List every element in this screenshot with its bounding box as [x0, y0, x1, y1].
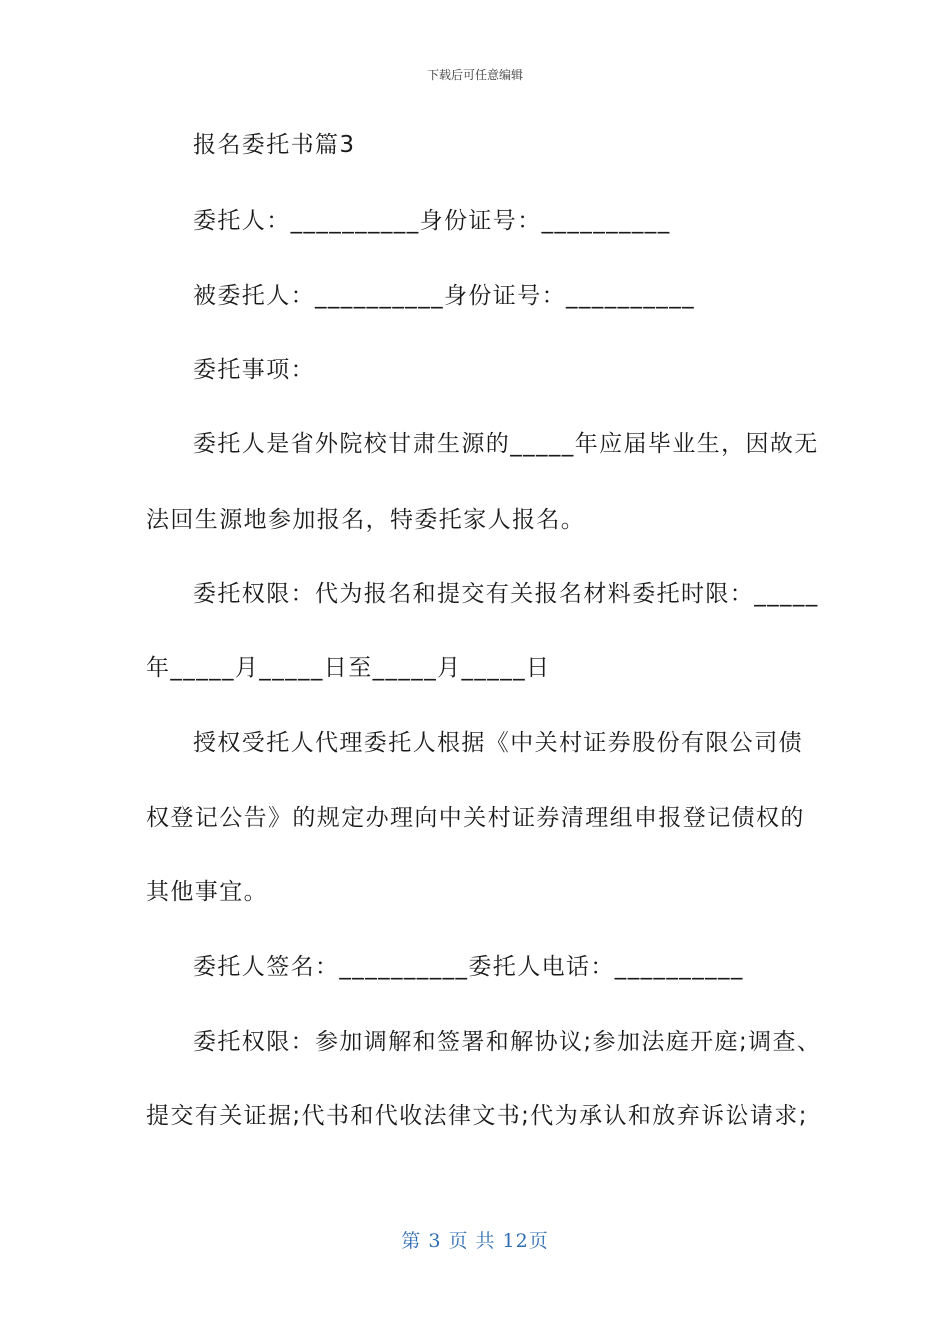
document-line: 其他事宜。: [146, 879, 268, 905]
document-line: 提交有关证据;代书和代收法律文书;代为承认和放弃诉讼请求;: [146, 1103, 808, 1129]
document-line: 委托人是省外院校甘肃生源的_____年应届毕业生，因故无: [193, 431, 819, 457]
page-header-note: 下载后可任意编辑: [426, 68, 523, 82]
document-line: 委托事项：: [193, 357, 315, 383]
document-line: 委托人签名：__________委托人电话：__________: [193, 954, 744, 980]
document-line: 授权受托人代理委托人根据《中关村证券股份有限公司债: [193, 730, 803, 756]
document-title: 报名委托书篇3: [193, 132, 356, 158]
document-line: 被委托人：__________身份证号：__________: [193, 283, 695, 309]
document-line: 权登记公告》的规定办理向中关村证券清理组申报登记债权的: [146, 805, 805, 831]
page-indicator: 第 3 页 共 12页: [401, 1230, 549, 1252]
document-line: 年_____月_____日至_____月_____日: [146, 655, 551, 681]
document-line: 委托权限：参加调解和签署和解协议;参加法庭开庭;调查、: [193, 1029, 822, 1055]
document-line: 委托人：__________身份证号：__________: [193, 208, 671, 234]
document-line: 法回生源地参加报名，特委托家人报名。: [146, 507, 586, 533]
document-line: 委托权限：代为报名和提交有关报名材料委托时限：_____: [193, 581, 819, 607]
